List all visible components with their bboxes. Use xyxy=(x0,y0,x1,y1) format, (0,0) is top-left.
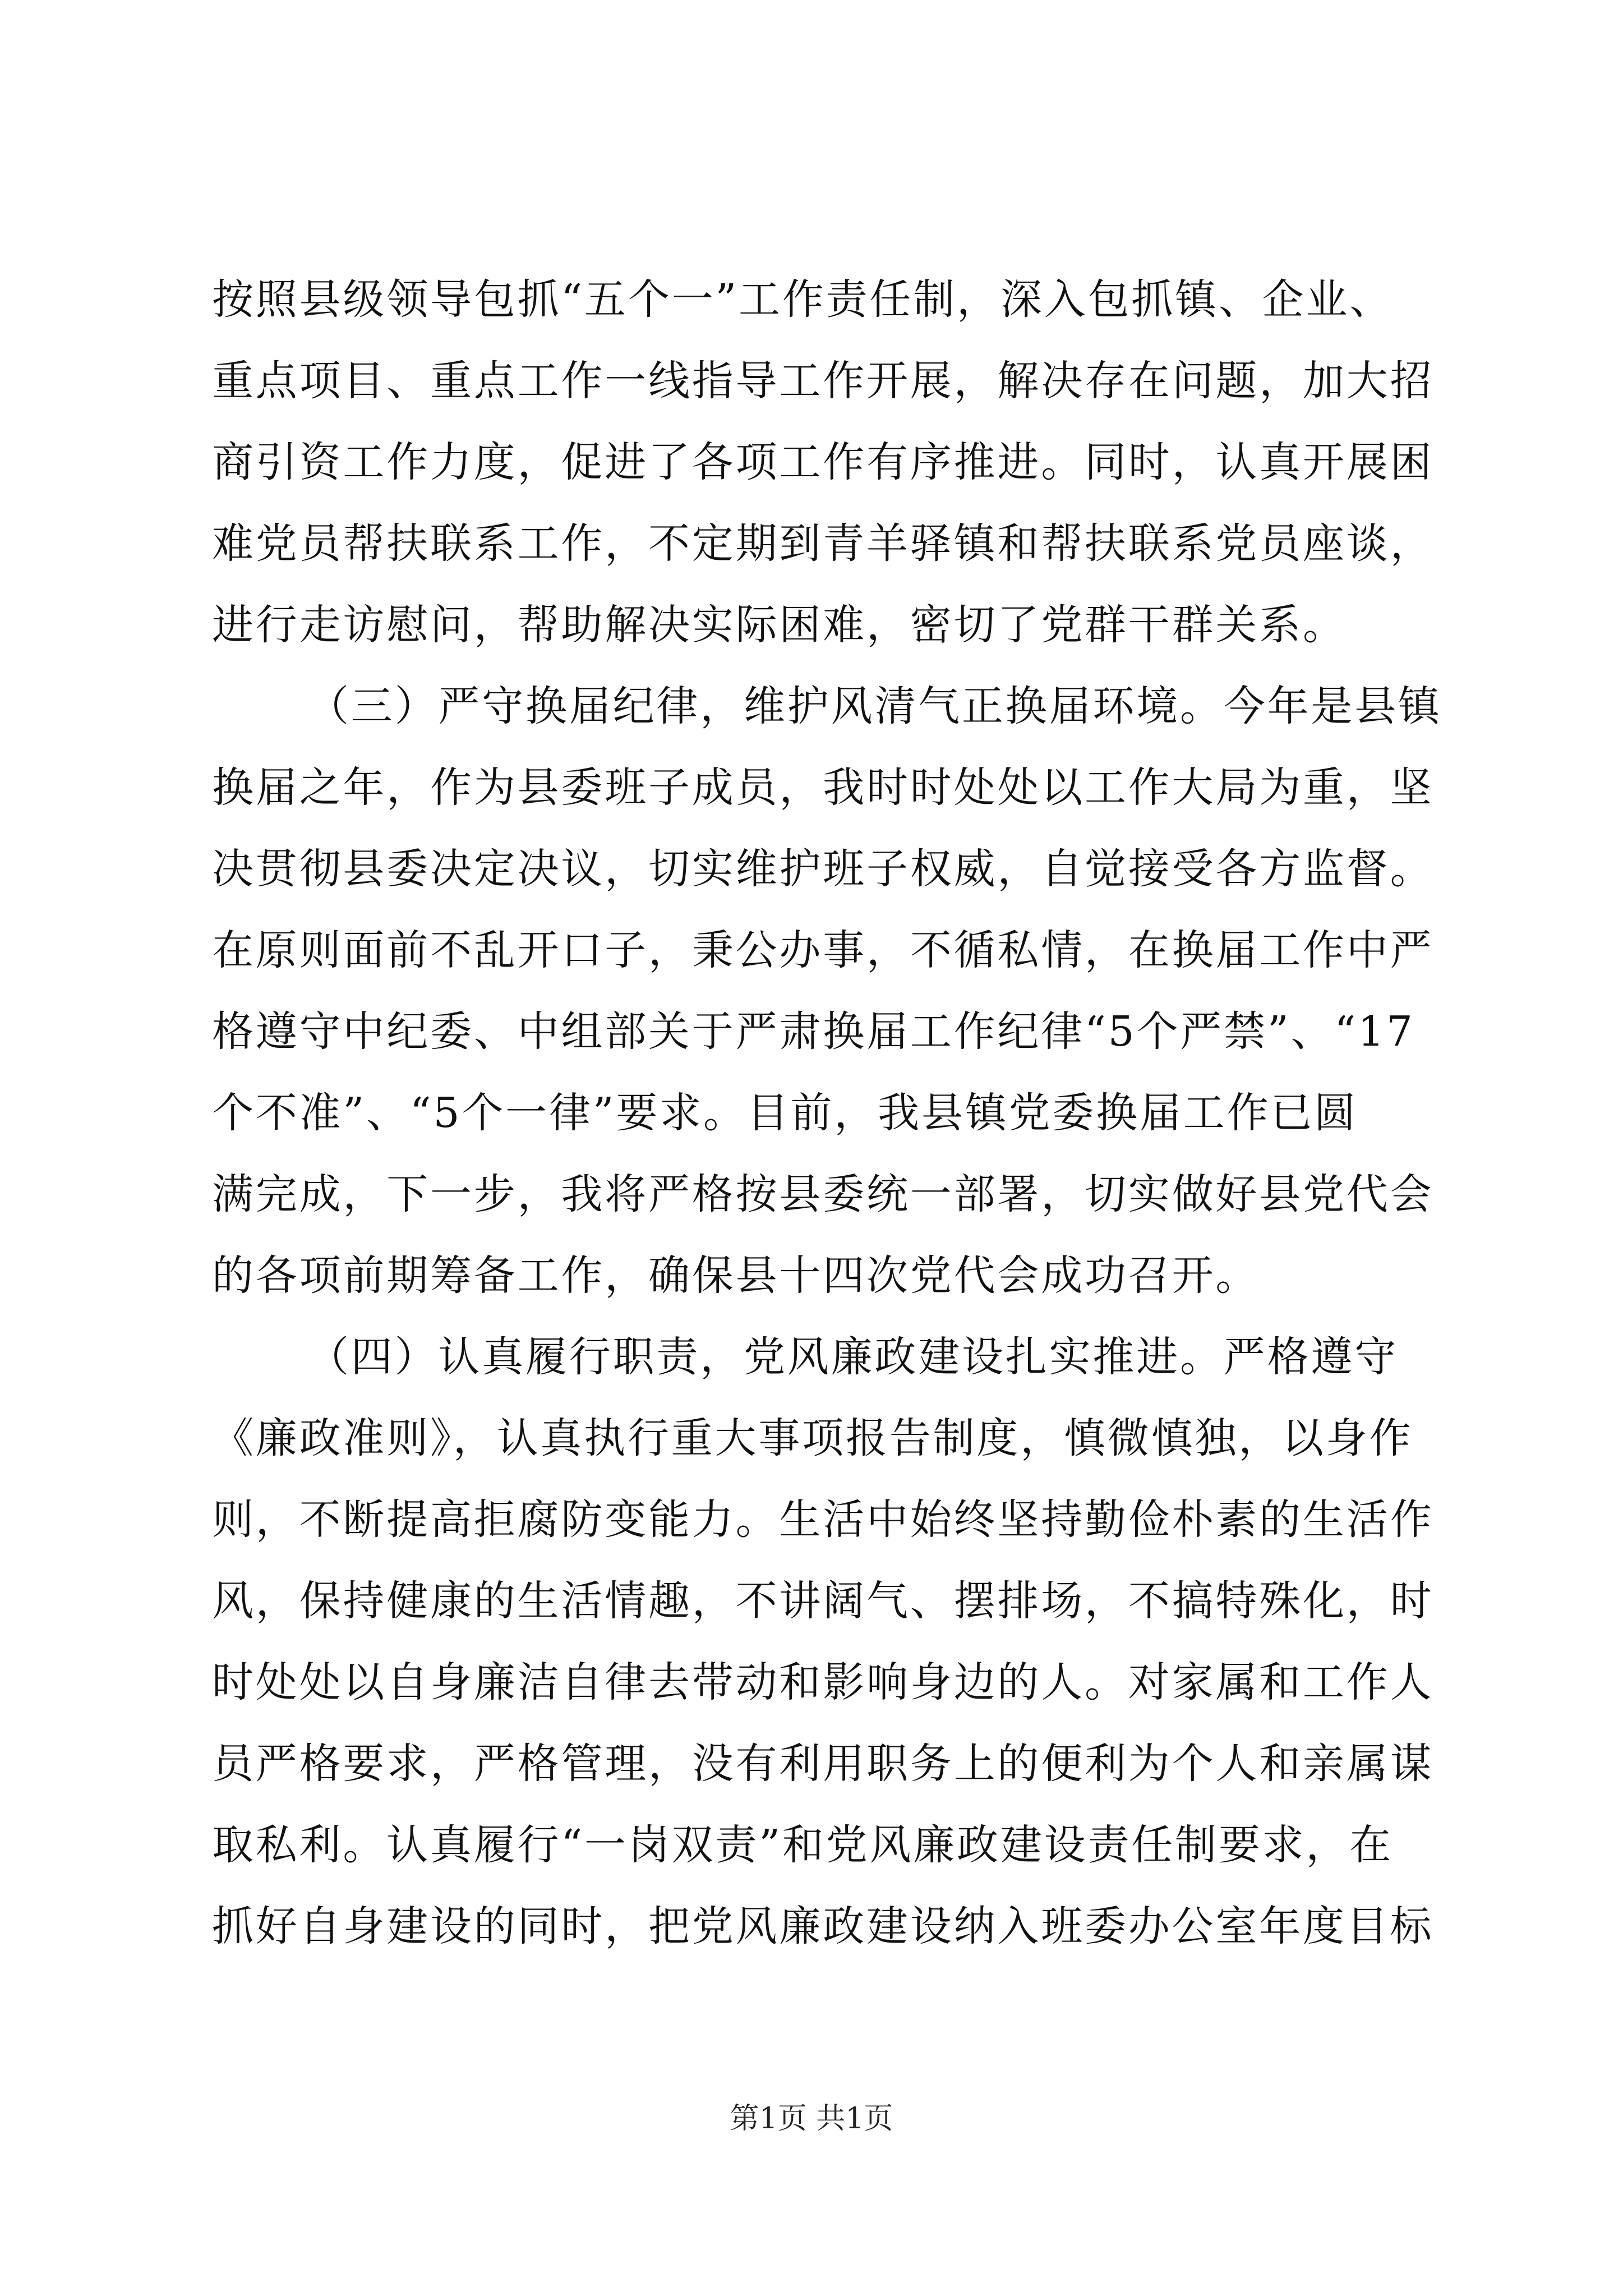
text-line: 则，不断提高拒腐防变能力。生活中始终坚持勤俭朴素的生活作 xyxy=(212,1496,1434,1544)
document-body xyxy=(212,259,1442,1967)
text-line: 员严格要求，严格管理，没有利用职务上的便利为个人和亲属谋 xyxy=(212,1740,1434,1788)
text-line: 换届之年，作为县委班子成员，我时时处处以工作大局为重，坚 xyxy=(212,763,1434,812)
text-line: 难党员帮扶联系工作，不定期到青羊驿镇和帮扶联系党员座谈， xyxy=(212,519,1434,568)
text-line: 商引资工作力度，促进了各项工作有序推进。同时，认真开展困 xyxy=(212,438,1434,486)
text-line: 时处处以自身廉洁自律去带动和影响身边的人。对家属和工作人 xyxy=(212,1658,1434,1706)
text-line: 抓好自身建设的同时，把党风廉政建设纳入班委办公室年度目标 xyxy=(212,1902,1434,1950)
text-line: 在原则面前不乱开口子，秉公办事，不循私情，在换届工作中严 xyxy=(212,926,1434,974)
section-three-heading-line: （三）严守换届纪律，维护风清气正换届环境。今年是县镇 xyxy=(307,682,1442,730)
section-four-heading-line: （四）认真履行职责，党风廉政建设扎实推进。严格遵守 xyxy=(307,1333,1398,1381)
text-line: 格遵守中纪委、中组部关于严肃换届工作纪律“5个严禁”、“17 xyxy=(212,1007,1415,1056)
text-line: 满完成，下一步，我将严格按县委统一部署，切实做好县党代会 xyxy=(212,1170,1434,1218)
text-line: 《廉政准则》，认真执行重大事项报告制度，慎微慎独，以身作 xyxy=(212,1414,1413,1462)
text-line: 风，保持健康的生活情趣，不讲阔气、摆排场，不搞特殊化，时 xyxy=(212,1577,1434,1625)
text-line: 取私利。认真履行“一岗双责”和党风廉政建设责任制要求，在 xyxy=(212,1821,1394,1869)
text-line: 进行走访慰问，帮助解决实际困难，密切了党群干群关系。 xyxy=(212,601,1347,649)
text-line: 重点项目、重点工作一线指导工作开展，解决存在问题，加大招 xyxy=(212,357,1434,405)
text-line: 个不准”、“5个一律”要求。目前，我县镇党委换届工作已圆 xyxy=(212,1089,1358,1137)
text-line: 按照县级领导包抓“五个一”工作责任制，深入包抓镇、企业、 xyxy=(212,275,1394,324)
text-line: 的各项前期筹备工作，确保县十四次党代会成功召开。 xyxy=(212,1251,1260,1300)
page-footer: 第1页 共1页 xyxy=(730,2102,893,2136)
text-line: 决贯彻县委决定决议，切实维护班子权威，自觉接受各方监督。 xyxy=(212,845,1434,893)
